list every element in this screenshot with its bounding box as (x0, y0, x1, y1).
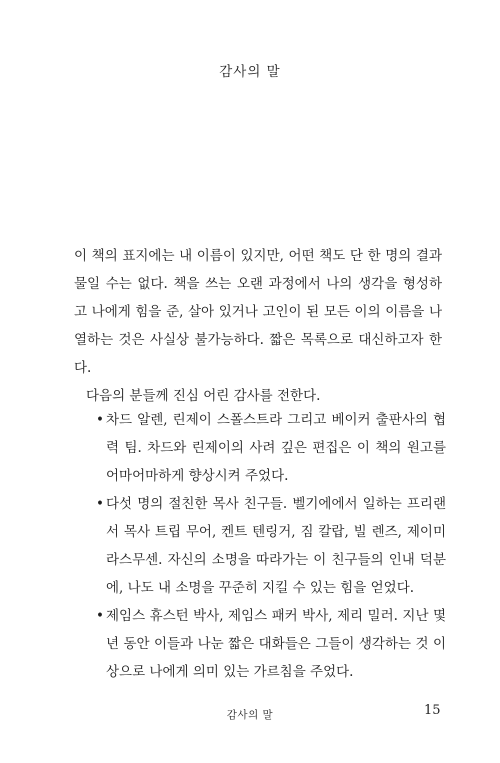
bullet-marker: • (96, 496, 104, 512)
bullet-marker: • (96, 608, 104, 624)
page-number: 15 (424, 703, 441, 718)
acknowledgement-list (96, 406, 446, 686)
list-item (96, 602, 446, 686)
list-item (96, 406, 446, 490)
intro-paragraph: 이 책의 표지에는 내 이름이 있지만, 어떤 책도 단 한 명의 결과물일 수는 없다. 책을 쓰는 오랜 과정에서 나의 생각을 형성하고 나에게 힘을 준, 살아 있거나 고인이 된 모든 이의 이름을 나열하는 것은 사실상 불가능하다. 짧은 목록으로 대신하고자 한다. (74, 248, 442, 376)
bullet-marker: • (96, 412, 104, 428)
intro-paragraph: 다음의 분들께 진심 어린 감사를 전한다. (86, 388, 321, 404)
intro-section (74, 242, 442, 410)
list-item (96, 490, 446, 602)
list-item-text: 차드 알렌, 린제이 스폴스트라 그리고 베이커 출판사의 협력 팀. 차드와 린제이의 사려 깊은 편집은 이 책의 원고를 어마어마하게 향상시켜 주었다. (106, 412, 446, 484)
chapter-title: 감사의 말 (219, 64, 281, 80)
list-item-text: 제임스 휴스턴 박사, 제임스 패커 박사, 제리 밀러. 지난 몇 년 동안 이들과 나눈 짧은 대화들은 그들이 생각하는 것 이상으로 나에게 의미 있는 가르침을 주었다. (106, 608, 446, 680)
running-footer-title: 감사의 말 (226, 709, 274, 721)
list-item-text: 다섯 명의 절친한 목사 친구들. 벨기에에서 일하는 프리랜서 목사 트립 무어, 켄트 텐링거, 짐 칼랍, 빌 렌즈, 제이미 라스무센. 자신의 소명을 따라가는 이 친구들의 인내 덕분에, 나도 내 소명을 꾸준히 지킬 수 있는 힘을 얻었다. (106, 496, 446, 596)
